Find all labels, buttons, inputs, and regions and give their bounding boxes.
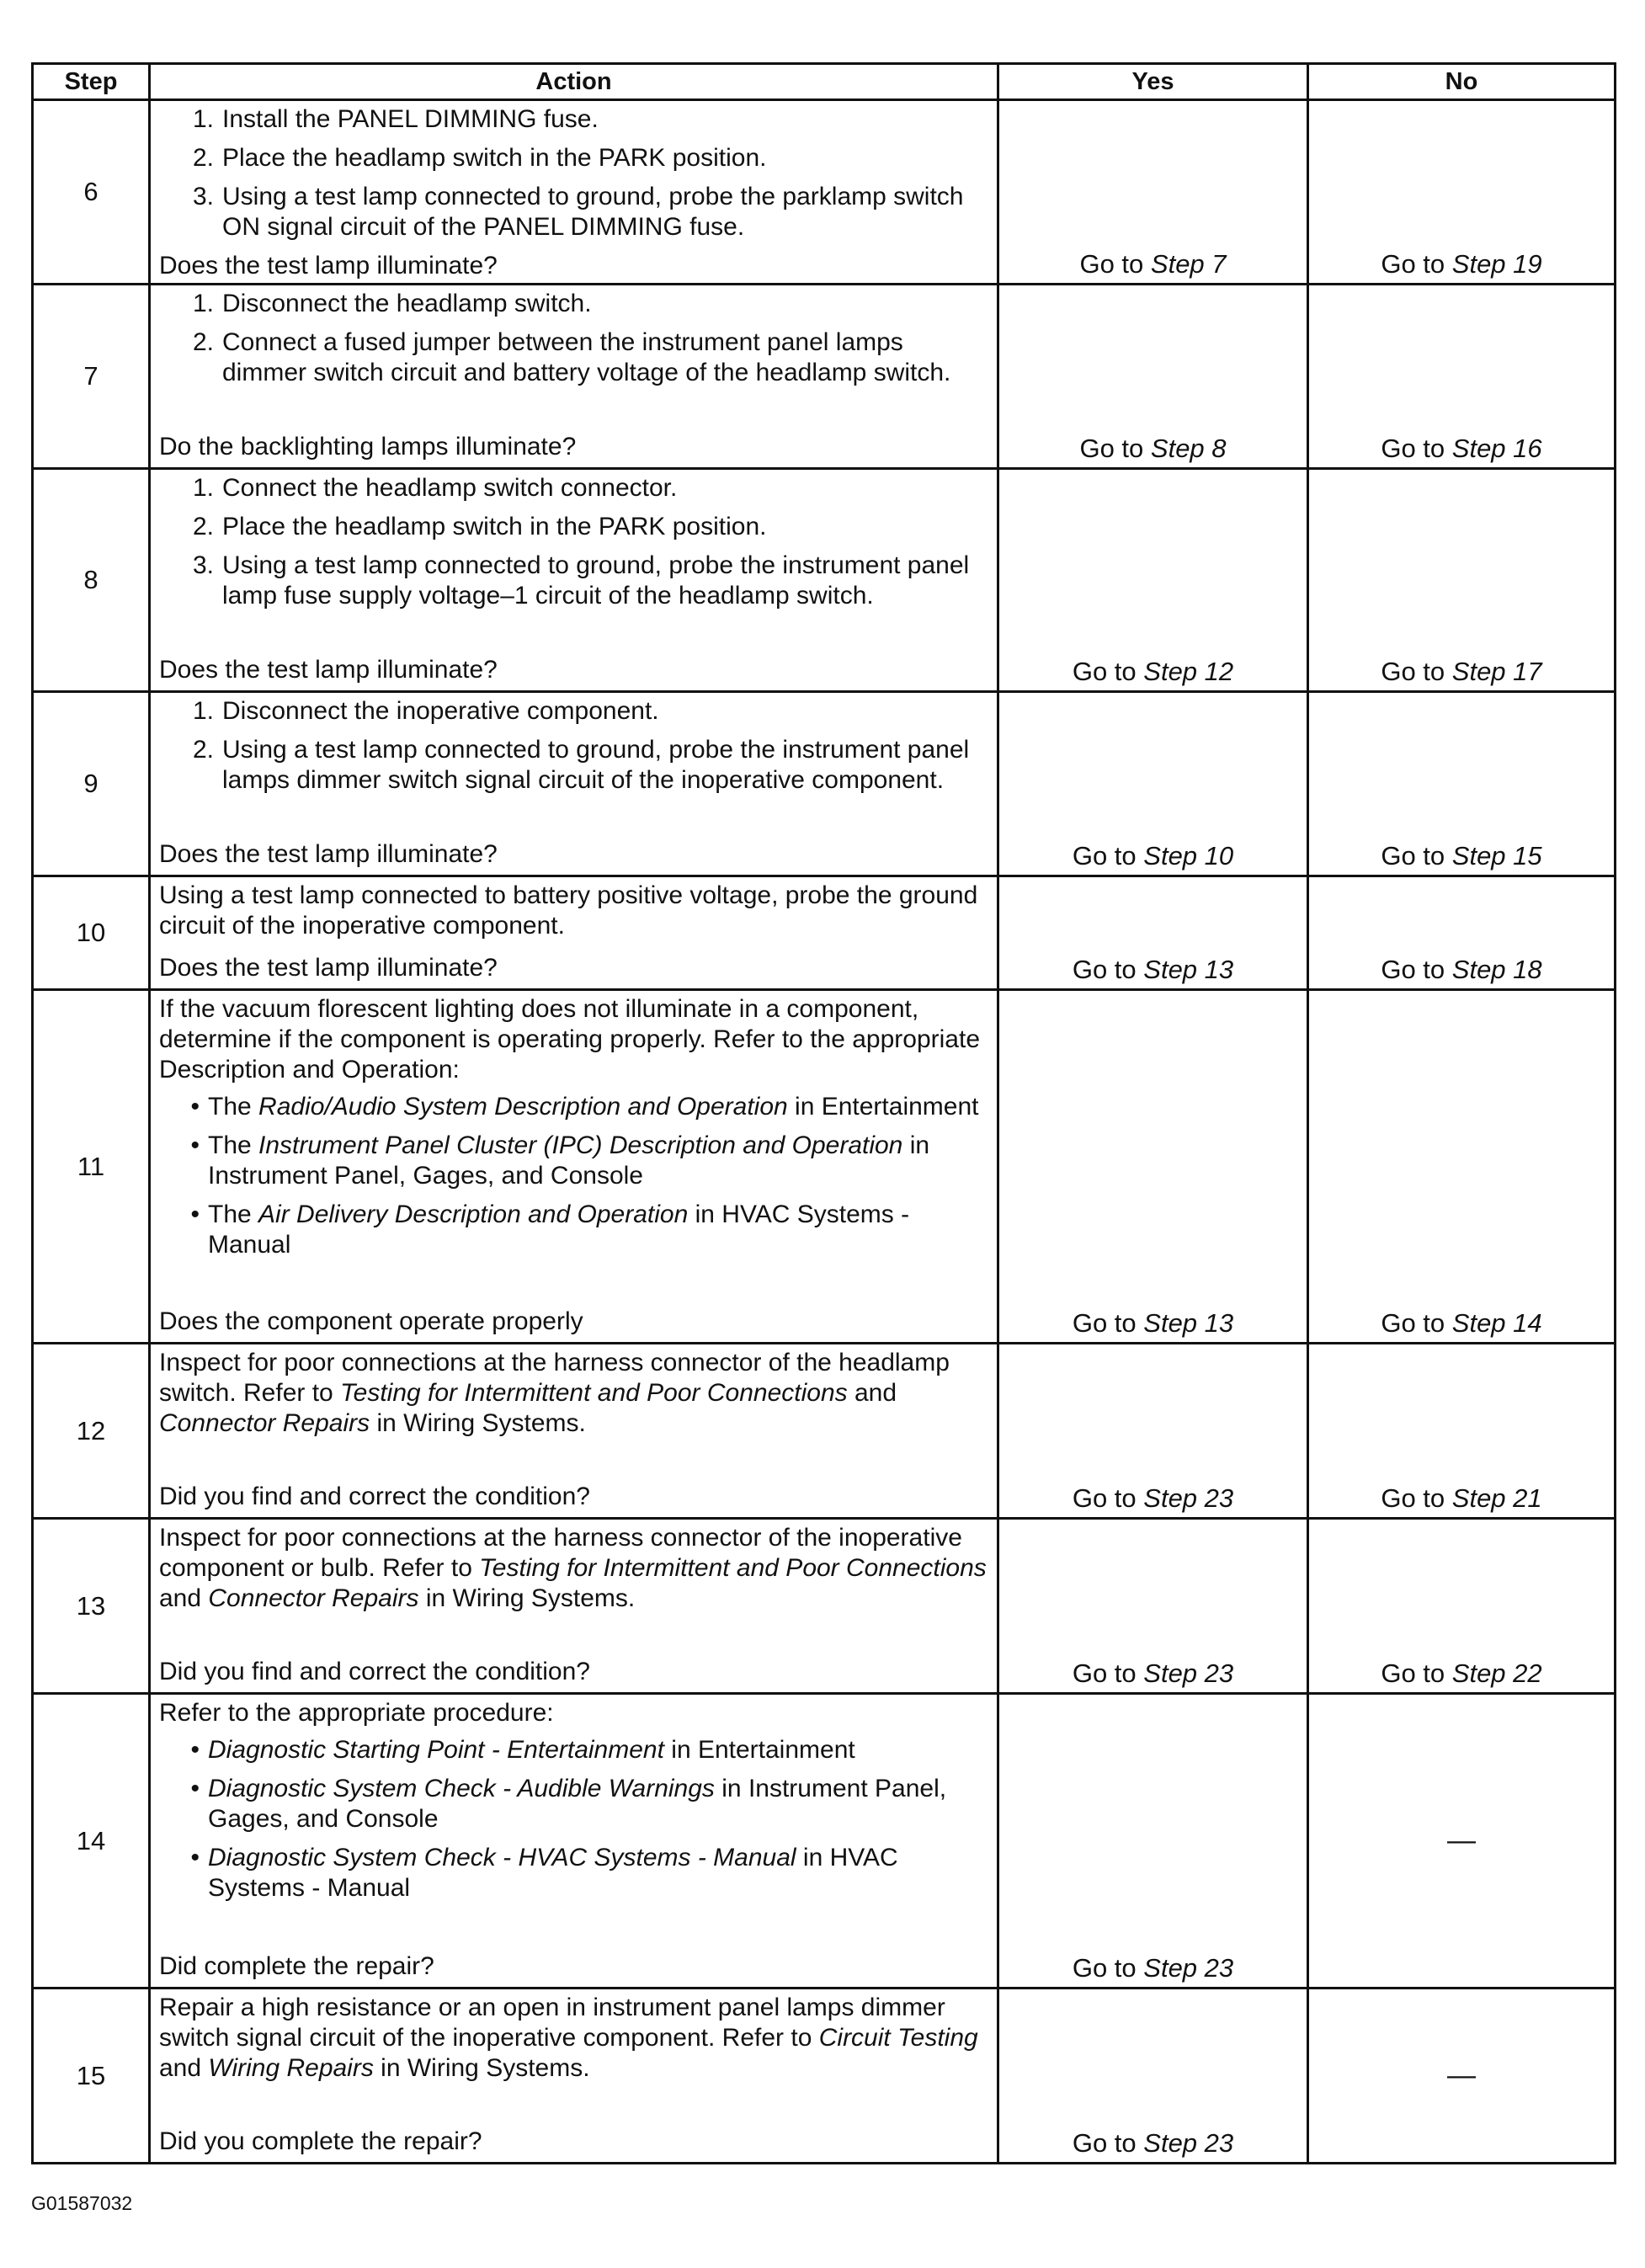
action-cell — [150, 692, 998, 876]
action-content — [159, 1523, 988, 1687]
yes-step-link: Step 23 — [1143, 1953, 1234, 1983]
reference-title: Testing for Intermittent and Poor Connections — [340, 1379, 848, 1407]
reference-text — [208, 1092, 988, 1122]
action-question: Does the test lamp illuminate? — [159, 954, 498, 982]
action-body — [159, 1348, 988, 1439]
goto-prefix: Go to — [1072, 1658, 1144, 1688]
no-cell — [1308, 990, 1616, 1344]
step-item-number: 1. — [192, 105, 214, 133]
reference-location: in Entertainment — [663, 1736, 855, 1764]
step-item-text: Connect a fused jumper between the instrument panel lamps dimmer switch circuit and battery voltage of the headlamp switch. — [222, 328, 951, 386]
action-question: Does the component operate properly — [159, 1307, 583, 1335]
no-cell: — — [1308, 1694, 1616, 1988]
reference-item — [159, 1735, 988, 1765]
step-number: 13 — [33, 1519, 150, 1694]
header-no: No — [1308, 64, 1616, 100]
step-item-text: Disconnect the headlamp switch. — [222, 290, 592, 317]
yes-cell — [998, 285, 1308, 469]
goto-prefix: Go to — [1072, 1483, 1144, 1513]
no-step-link: Step 22 — [1451, 1658, 1542, 1688]
action-text-part: and — [159, 1584, 209, 1612]
action-text-part: Repair a high resistance or an open in instrument panel lamps dimmer switch signal circuit of the inoperative component. Refer to — [159, 1994, 945, 2052]
action-text-part: Inspect for poor connections at the harness connector of the headlamp switch. Refer to — [159, 1349, 950, 1407]
reference-location: in Entertainment — [787, 1093, 979, 1121]
step-item-number: 3. — [192, 183, 214, 210]
table-row — [33, 1988, 1616, 2164]
action-content — [159, 881, 988, 983]
step-item-number: 1. — [192, 290, 214, 317]
reference-list — [159, 1092, 988, 1260]
no-cell — [1308, 1344, 1616, 1519]
action-question: Did you complete the repair? — [159, 2127, 482, 2155]
step-number: 12 — [33, 1344, 150, 1519]
step-item-number: 2. — [192, 144, 214, 172]
table-row — [33, 1694, 1616, 1988]
step-item-text: Disconnect the inoperative component. — [222, 697, 659, 725]
action-body — [159, 994, 988, 1269]
goto-prefix: Go to — [1072, 955, 1144, 984]
step-item-text: Using a test lamp connected to ground, probe the instrument panel lamps dimmer switch signal circuit of the inoperative component. — [222, 736, 970, 794]
action-body — [159, 1698, 988, 1912]
no-step-link: Step 15 — [1451, 841, 1542, 870]
action-content — [159, 473, 988, 685]
no-cell — [1308, 100, 1616, 285]
action-cell — [150, 100, 998, 285]
step-item-number: 2. — [192, 513, 214, 540]
yes-step-link: Step 12 — [1143, 657, 1234, 686]
no-step-link: Step 21 — [1451, 1483, 1542, 1513]
action-text-part: in Wiring Systems. — [373, 2054, 590, 2082]
action-cell — [150, 1988, 998, 2164]
numbered-step — [159, 473, 988, 503]
reference-title: Diagnostic System Check - HVAC Systems - Manual — [208, 1844, 796, 1871]
numbered-step — [159, 735, 988, 796]
numbered-step — [159, 182, 988, 242]
step-number: 11 — [33, 990, 150, 1344]
goto-prefix: Go to — [1072, 841, 1144, 870]
action-cell — [150, 469, 998, 692]
no-cell: — — [1308, 1988, 1616, 2164]
no-cell — [1308, 692, 1616, 876]
header-action: Action — [150, 64, 998, 100]
yes-step-link: Step 7 — [1150, 249, 1227, 279]
goto-prefix: Go to — [1381, 657, 1452, 686]
yes-cell — [998, 1988, 1308, 2164]
action-text: Using a test lamp connected to battery positive voltage, probe the ground circuit of the inoperative component. — [159, 881, 978, 940]
step-number: 14 — [33, 1694, 150, 1988]
yes-cell — [998, 692, 1308, 876]
reference-title: Diagnostic Starting Point - Entertainment — [208, 1736, 664, 1764]
numbered-step — [159, 551, 988, 611]
reference-text — [208, 1200, 988, 1260]
table-body — [33, 100, 1616, 2164]
action-body — [159, 881, 988, 941]
reference-title: Diagnostic System Check - Audible Warnings — [208, 1775, 715, 1802]
header-step: Step — [33, 64, 150, 100]
action-text: If the vacuum florescent lighting does not illuminate in a component, determine if the component is operating properly. Refer to the appropriate Description and Operation: — [159, 995, 980, 1083]
reference-location: in Instrument Panel, Gages, and Console — [208, 1775, 947, 1833]
action-cell — [150, 990, 998, 1344]
action-content — [159, 104, 988, 278]
reference-item — [159, 1843, 988, 1903]
numbered-steps — [159, 473, 988, 611]
step-item-text: Place the headlamp switch in the PARK position. — [222, 144, 767, 172]
action-text-part: in Wiring Systems. — [370, 1409, 586, 1437]
reference-prefix: The — [208, 1201, 259, 1228]
no-step-link: Step 18 — [1451, 955, 1542, 984]
reference-item — [159, 1200, 988, 1260]
yes-cell — [998, 469, 1308, 692]
reference-item — [159, 1774, 988, 1834]
action-question: Does the test lamp illuminate? — [159, 252, 498, 280]
no-step-link: Step 14 — [1451, 1308, 1542, 1338]
no-cell — [1308, 285, 1616, 469]
action-body — [159, 473, 988, 620]
yes-step-link: Step 23 — [1143, 2128, 1234, 2158]
action-content — [159, 1993, 988, 2157]
reference-list — [159, 1735, 988, 1903]
action-content — [159, 1348, 988, 1512]
yes-cell — [998, 876, 1308, 990]
reference-text — [208, 1735, 988, 1765]
action-text-part: and — [847, 1379, 897, 1407]
yes-step-link: Step 23 — [1143, 1483, 1234, 1513]
goto-prefix: Go to — [1381, 1483, 1452, 1513]
action-cell — [150, 285, 998, 469]
reference-title: Radio/Audio System Description and Operation — [258, 1093, 788, 1121]
action-content — [159, 696, 988, 870]
goto-prefix: Go to — [1381, 249, 1452, 279]
numbered-steps — [159, 104, 988, 242]
table-row — [33, 100, 1616, 285]
reference-title: Wiring Repairs — [208, 2054, 374, 2082]
goto-prefix: Go to — [1381, 955, 1452, 984]
bullet-icon: • — [190, 1775, 200, 1802]
action-body — [159, 1993, 988, 2084]
action-text — [159, 1993, 988, 2084]
numbered-steps — [159, 696, 988, 796]
reference-title: Air Delivery Description and Operation — [258, 1201, 689, 1228]
goto-prefix: Go to — [1072, 657, 1144, 686]
table-row — [33, 1519, 1616, 1694]
numbered-step — [159, 289, 988, 319]
action-cell — [150, 1694, 998, 1988]
bullet-icon: • — [190, 1201, 200, 1228]
action-cell — [150, 1519, 998, 1694]
goto-prefix: Go to — [1072, 2128, 1144, 2158]
action-question: Do the backlighting lamps illuminate? — [159, 433, 577, 461]
yes-step-link: Step 13 — [1143, 1308, 1234, 1338]
action-content — [159, 289, 988, 462]
goto-prefix: Go to — [1079, 434, 1151, 463]
step-item-number: 1. — [192, 697, 214, 725]
reference-title: Testing for Intermittent and Poor Connections — [479, 1554, 987, 1582]
step-number: 10 — [33, 876, 150, 990]
step-number: 6 — [33, 100, 150, 285]
action-cell — [150, 876, 998, 990]
yes-cell — [998, 100, 1308, 285]
header-yes: Yes — [998, 64, 1308, 100]
action-text — [159, 1523, 988, 1614]
bullet-icon: • — [190, 1844, 200, 1871]
goto-prefix: Go to — [1079, 249, 1151, 279]
numbered-steps — [159, 289, 988, 388]
step-item-text: Using a test lamp connected to ground, probe the parklamp switch ON signal circuit of the PANEL DIMMING fuse. — [222, 183, 964, 241]
action-content — [159, 1698, 988, 1982]
no-cell — [1308, 876, 1616, 990]
action-text: Refer to the appropriate procedure: — [159, 1699, 554, 1727]
table-row — [33, 1344, 1616, 1519]
yes-cell — [998, 1344, 1308, 1519]
reference-item — [159, 1092, 988, 1122]
action-body — [159, 696, 988, 804]
yes-step-link: Step 8 — [1150, 434, 1227, 463]
reference-title: Circuit Testing — [818, 2024, 978, 2052]
reference-title: Instrument Panel Cluster (IPC) Description and Operation — [258, 1131, 903, 1159]
goto-prefix: Go to — [1381, 1658, 1452, 1688]
no-cell — [1308, 1519, 1616, 1694]
action-question: Did you find and correct the condition? — [159, 1483, 590, 1510]
step-item-text: Connect the headlamp switch connector. — [222, 474, 678, 502]
step-item-number: 3. — [192, 551, 214, 579]
action-question: Did complete the repair? — [159, 1952, 434, 1980]
numbered-step — [159, 512, 988, 542]
goto-prefix: Go to — [1072, 1308, 1144, 1338]
step-item-number: 2. — [192, 736, 214, 764]
yes-step-link: Step 23 — [1143, 1658, 1234, 1688]
yes-step-link: Step 10 — [1143, 841, 1234, 870]
reference-location: in HVAC Systems - Manual — [208, 1201, 910, 1259]
action-text-part: Inspect for poor connections at the harness connector of the inoperative component or bulb. Refer to — [159, 1524, 962, 1582]
numbered-step — [159, 327, 988, 388]
reference-text — [208, 1131, 988, 1191]
reference-prefix: The — [208, 1131, 259, 1159]
yes-step-link: Step 13 — [1143, 955, 1234, 984]
no-step-link: Step 19 — [1451, 249, 1542, 279]
table-row — [33, 876, 1616, 990]
step-item-text: Install the PANEL DIMMING fuse. — [222, 105, 599, 133]
header-row — [33, 64, 1616, 100]
action-body — [159, 289, 988, 397]
reference-location: in Instrument Panel, Gages, and Console — [208, 1131, 930, 1190]
bullet-icon: • — [190, 1131, 200, 1159]
action-body — [159, 1523, 988, 1614]
reference-title: Connector Repairs — [159, 1409, 370, 1437]
reference-text — [208, 1774, 988, 1834]
yes-cell — [998, 1519, 1308, 1694]
step-number: 8 — [33, 469, 150, 692]
reference-text — [208, 1843, 988, 1903]
step-item-number: 1. — [192, 474, 214, 502]
action-body — [159, 104, 988, 251]
figure-id: G01587032 — [31, 2192, 133, 2214]
bullet-icon: • — [190, 1093, 200, 1121]
action-text-part: in Wiring Systems. — [418, 1584, 636, 1612]
step-number: 15 — [33, 1988, 150, 2164]
numbered-step — [159, 143, 988, 173]
numbered-step — [159, 696, 988, 727]
step-item-number: 2. — [192, 328, 214, 356]
no-step-link: Step 17 — [1451, 657, 1542, 686]
bullet-icon: • — [190, 1736, 200, 1764]
no-step-link: Step 16 — [1451, 434, 1542, 463]
action-question: Does the test lamp illuminate? — [159, 656, 498, 684]
action-text-part: and — [159, 2054, 209, 2082]
numbered-step — [159, 104, 988, 135]
goto-prefix: Go to — [1072, 1953, 1144, 1983]
table-row — [33, 469, 1616, 692]
no-cell — [1308, 469, 1616, 692]
action-question: Did you find and correct the condition? — [159, 1658, 590, 1685]
diagnostic-table — [31, 62, 1616, 2164]
yes-cell — [998, 990, 1308, 1344]
table-row — [33, 692, 1616, 876]
reference-location: in HVAC Systems - Manual — [208, 1844, 898, 1902]
goto-prefix: Go to — [1381, 434, 1452, 463]
step-number: 9 — [33, 692, 150, 876]
action-content — [159, 994, 988, 1337]
table-row — [33, 990, 1616, 1344]
yes-cell — [998, 1694, 1308, 1988]
goto-prefix: Go to — [1381, 1308, 1452, 1338]
reference-title: Connector Repairs — [208, 1584, 419, 1612]
reference-item — [159, 1131, 988, 1191]
action-text — [159, 1348, 988, 1439]
goto-prefix: Go to — [1381, 841, 1452, 870]
reference-prefix: The — [208, 1093, 259, 1121]
action-cell — [150, 1344, 998, 1519]
action-question: Does the test lamp illuminate? — [159, 840, 498, 868]
step-number: 7 — [33, 285, 150, 469]
table-row — [33, 285, 1616, 469]
step-item-text: Place the headlamp switch in the PARK position. — [222, 513, 767, 540]
step-item-text: Using a test lamp connected to ground, probe the instrument panel lamp fuse supply voltage–1 circuit of the headlamp switch. — [222, 551, 970, 610]
